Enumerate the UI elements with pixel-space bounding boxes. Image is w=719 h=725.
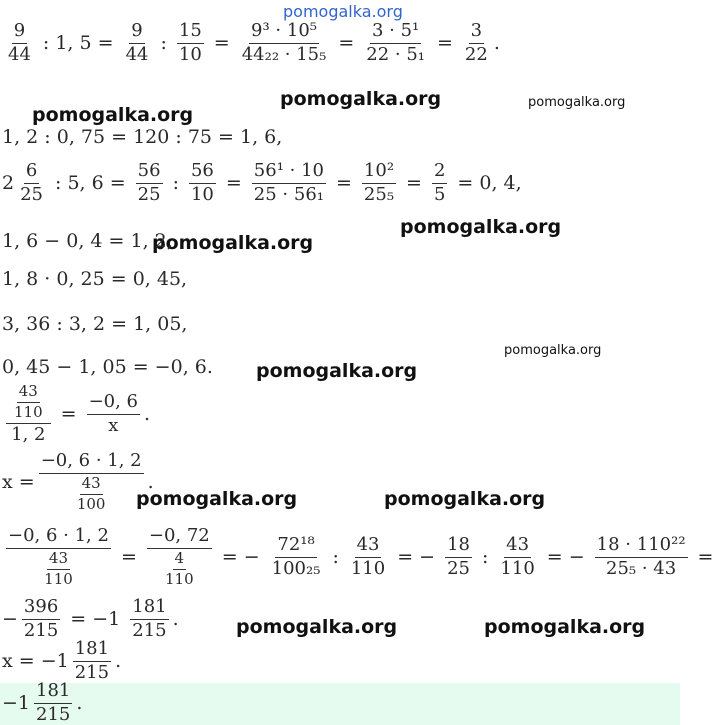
denominator: 100₂₅ bbox=[271, 557, 321, 579]
watermark: pomogalka.org bbox=[400, 216, 562, 238]
numerator: 10² bbox=[362, 162, 396, 184]
watermark: pomogalka.org bbox=[528, 95, 626, 110]
whole-part: 2 bbox=[2, 172, 15, 195]
equation-line-11 bbox=[2, 598, 179, 641]
fraction bbox=[252, 162, 326, 205]
denominator: 25₅ · 43 bbox=[606, 557, 677, 579]
denominator: 10 bbox=[178, 43, 202, 65]
watermark: pomogalka.org bbox=[484, 616, 646, 638]
operator: = bbox=[120, 546, 137, 569]
numerator: 18 bbox=[445, 536, 472, 558]
punctuation: . bbox=[144, 403, 151, 426]
denominator: 25 bbox=[137, 183, 161, 205]
operator: : bbox=[160, 32, 167, 55]
numerator: 9³ · 10⁵ bbox=[249, 22, 319, 44]
numerator: −0, 72 bbox=[147, 527, 212, 549]
fraction bbox=[189, 162, 216, 205]
denominator: 110 bbox=[500, 557, 535, 579]
denominator: 44 bbox=[8, 43, 31, 65]
numerator: 18 · 110²² bbox=[595, 536, 688, 558]
numerator: −0, 6 bbox=[87, 393, 140, 415]
numerator: 9 bbox=[12, 22, 27, 44]
fraction bbox=[240, 22, 329, 65]
fraction bbox=[73, 640, 111, 683]
numerator: 43 bbox=[504, 536, 531, 558]
fraction bbox=[463, 22, 490, 65]
operator: : bbox=[332, 546, 339, 569]
numerator: −0, 6 · 1, 2 bbox=[6, 527, 111, 549]
denominator: 22 · 5₁ bbox=[366, 43, 425, 65]
equation-line-6: 3, 36 : 3, 2 = 1, 05, bbox=[2, 313, 188, 335]
operator: = bbox=[697, 546, 714, 569]
numerator: 43 bbox=[80, 476, 103, 495]
watermark: pomogalka.org bbox=[152, 232, 314, 254]
operator: = − bbox=[546, 546, 585, 569]
denominator: 110 bbox=[165, 569, 194, 588]
numerator: 43 bbox=[17, 384, 40, 403]
equation-line-3 bbox=[2, 162, 528, 205]
watermark-top: pomogalka.org bbox=[283, 2, 403, 21]
denominator: 25 bbox=[20, 183, 43, 205]
denominator: 110 bbox=[350, 557, 386, 579]
equation-line-9 bbox=[2, 452, 154, 512]
numerator: 56 bbox=[136, 162, 163, 184]
fraction bbox=[364, 22, 427, 65]
minus-sign: − bbox=[2, 608, 18, 631]
numerator: 9 bbox=[129, 22, 144, 44]
operator: = bbox=[437, 32, 453, 55]
equation-line-5: 1, 8 · 0, 25 = 0, 45, bbox=[2, 268, 188, 290]
operator: = bbox=[338, 32, 355, 55]
operator: : 1, 5 = bbox=[42, 32, 114, 55]
equation-line-10 bbox=[2, 527, 719, 587]
numerator: −0, 6 · 1, 2 bbox=[39, 452, 144, 474]
denominator: 215 bbox=[132, 619, 167, 641]
fraction bbox=[177, 22, 204, 65]
denominator: 44 bbox=[125, 43, 149, 65]
fraction bbox=[87, 390, 140, 436]
fraction bbox=[22, 598, 60, 641]
watermark: pomogalka.org bbox=[236, 616, 398, 638]
denominator bbox=[69, 474, 114, 513]
punctuation: . bbox=[115, 650, 122, 673]
lhs: −1 bbox=[2, 692, 31, 715]
denominator: 25 bbox=[447, 557, 471, 579]
operator: = − bbox=[397, 546, 436, 569]
operator: = bbox=[225, 172, 242, 195]
denominator bbox=[157, 549, 202, 588]
answer-line bbox=[2, 682, 82, 725]
punctuation: . bbox=[76, 692, 83, 715]
operator: = − bbox=[221, 546, 260, 569]
numerator: 181 bbox=[73, 640, 111, 662]
denominator: 100 bbox=[76, 494, 106, 513]
denominator: 25 · 56₁ bbox=[253, 183, 324, 205]
complex-fraction bbox=[39, 452, 144, 512]
watermark: pomogalka.org bbox=[384, 488, 546, 510]
fraction bbox=[34, 682, 72, 725]
denominator: 10 bbox=[190, 183, 214, 205]
numerator: 2 bbox=[432, 162, 447, 184]
fraction bbox=[595, 533, 688, 579]
denominator: 215 bbox=[36, 703, 71, 725]
numerator: 56¹ · 10 bbox=[252, 162, 326, 184]
numerator: 4 bbox=[173, 551, 187, 570]
lhs: x = bbox=[2, 471, 35, 494]
denominator: 44₂₂ · 15₅ bbox=[241, 43, 327, 65]
numerator: 43 bbox=[47, 551, 70, 570]
answer-bar bbox=[0, 683, 680, 725]
numerator: 6 bbox=[24, 162, 39, 184]
numerator: 43 bbox=[355, 536, 382, 558]
complex-fraction bbox=[6, 384, 51, 444]
denominator: 1, 2 bbox=[11, 423, 46, 445]
operator: = −1 bbox=[70, 608, 121, 631]
operator: = bbox=[213, 32, 230, 55]
operator: = 0, 4, bbox=[457, 172, 522, 195]
operator: = bbox=[60, 403, 77, 426]
equation-line-7: 0, 45 − 1, 05 = −0, 6. bbox=[2, 356, 213, 378]
watermark: pomogalka.org bbox=[32, 104, 194, 126]
fraction bbox=[130, 598, 168, 641]
fraction bbox=[18, 162, 45, 205]
watermark: pomogalka.org bbox=[504, 343, 602, 358]
equation-line-2: 1, 2 : 0, 75 = 120 : 75 = 1, 6, bbox=[2, 126, 283, 148]
fraction bbox=[270, 533, 323, 579]
equation-line-4: 1, 6 − 0, 4 = 1, 2, bbox=[2, 230, 173, 252]
watermark: pomogalka.org bbox=[136, 488, 298, 510]
denominator: 5 bbox=[433, 183, 446, 205]
complex-fraction bbox=[147, 527, 212, 587]
equation-line-8 bbox=[2, 384, 150, 444]
punctuation: . bbox=[147, 471, 154, 494]
denominator: 22 bbox=[464, 43, 488, 65]
fraction bbox=[136, 162, 163, 205]
operator: : bbox=[482, 546, 489, 569]
numerator: 3 bbox=[469, 22, 484, 44]
inner-fraction bbox=[163, 548, 196, 588]
operator: : bbox=[172, 172, 179, 195]
equation-line-1 bbox=[2, 22, 500, 65]
fraction bbox=[362, 162, 396, 205]
fraction bbox=[445, 533, 472, 579]
fraction bbox=[498, 533, 536, 579]
punctuation: . bbox=[493, 32, 500, 55]
denominator: 25₅ bbox=[363, 183, 395, 205]
lhs: x = −1 bbox=[2, 650, 69, 673]
operator: : 5, 6 = bbox=[55, 172, 126, 195]
equation-line-12 bbox=[2, 640, 121, 683]
denominator: 215 bbox=[23, 619, 59, 641]
numerator: 72¹⁸ bbox=[275, 536, 316, 558]
fraction bbox=[349, 533, 387, 579]
denominator: 110 bbox=[44, 569, 73, 588]
numerator bbox=[6, 384, 51, 424]
denominator: x bbox=[108, 414, 119, 436]
watermark: pomogalka.org bbox=[280, 88, 442, 110]
operator: = bbox=[406, 172, 422, 195]
inner-fraction bbox=[42, 548, 75, 588]
inner-fraction bbox=[75, 473, 108, 513]
numerator: 396 bbox=[22, 598, 60, 620]
numerator: 56 bbox=[189, 162, 216, 184]
denominator bbox=[36, 549, 81, 588]
denominator: 110 bbox=[14, 402, 43, 421]
fraction bbox=[432, 162, 447, 205]
inner-fraction bbox=[12, 384, 45, 421]
punctuation: . bbox=[172, 608, 179, 631]
fraction bbox=[124, 22, 151, 65]
watermark: pomogalka.org bbox=[256, 360, 418, 382]
numerator: 181 bbox=[34, 682, 72, 704]
denominator: 215 bbox=[74, 661, 110, 683]
numerator: 181 bbox=[130, 598, 168, 620]
numerator: 3 · 5¹ bbox=[370, 22, 421, 44]
complex-fraction bbox=[6, 527, 111, 587]
numerator: 15 bbox=[177, 22, 204, 44]
fraction bbox=[6, 22, 33, 65]
operator: = bbox=[336, 172, 352, 195]
